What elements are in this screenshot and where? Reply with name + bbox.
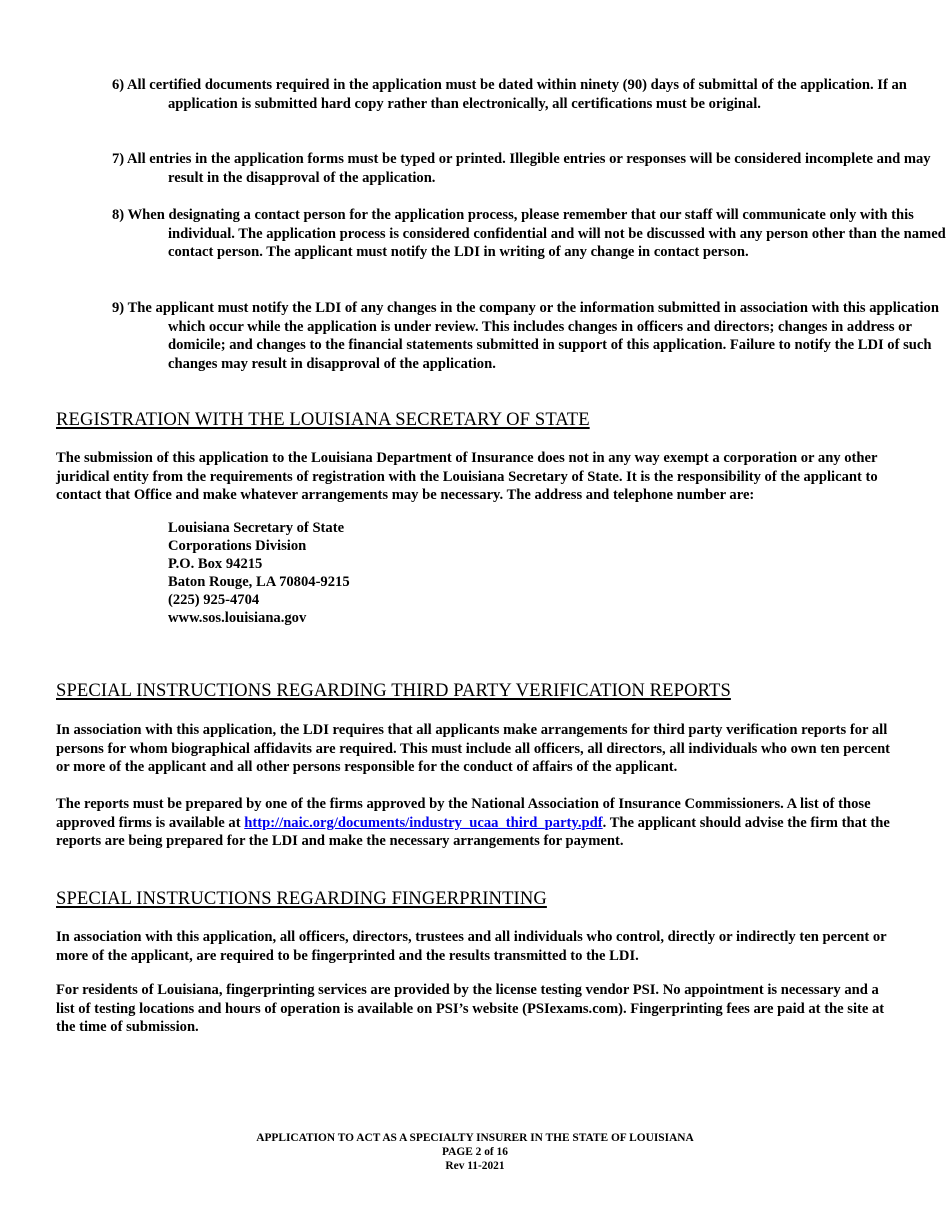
third-party-paragraph-1: In association with this application, the LDI requires that all applicants make arrangements for third party verification reports for all persons for whom biographical affidavits are required. This must include all officers, all directors, all individuals who own ten percent or more of the applicant and all other persons responsible for the conduct of affairs of the applicant. xyxy=(56,722,891,776)
registration-heading: REGISTRATION WITH THE LOUISIANA SECRETARY OF STATE xyxy=(56,409,590,430)
address-phone: (225) 925-4704 xyxy=(168,592,260,608)
footer-revision: Rev 11-2021 xyxy=(445,1160,505,1173)
fingerprinting-paragraph-1: In association with this application, all officers, directors, trustees and all individuals who control, directly or indirectly ten percent or more of the applicant, are required to be fingerprinted and the results transmitted to the LDI. xyxy=(56,929,887,964)
fingerprinting-heading: SPECIAL INSTRUCTIONS REGARDING FINGERPRINTING xyxy=(56,888,547,909)
item-text: All entries in the application forms must be typed or printed. Illegible entries or responses will be considered incomplete and may result in the disapproval of the application. xyxy=(127,151,931,186)
item-number: 7) xyxy=(112,151,125,167)
list-item-8 xyxy=(112,206,950,262)
address-website: www.sos.louisiana.gov xyxy=(168,610,307,626)
fingerprinting-paragraph-2: For residents of Louisiana, fingerprinting services are provided by the license testing vendor PSI. No appointment is necessary and a list of testing locations and hours of operation is available on PSI’s website (PSIexams.com). Fingerprinting fees are paid at the site at the time of submission. xyxy=(56,982,885,1036)
paragraph-text-after-link: . The applicant should advise the firm that the reports are being prepared for the LDI and make the necessary arrangements for payment. xyxy=(56,814,890,850)
list-item-7 xyxy=(112,150,950,187)
secretary-of-state-address xyxy=(168,519,350,627)
item-number: 9) xyxy=(112,300,125,316)
item-number: 8) xyxy=(112,207,125,223)
footer-page-number: PAGE 2 of 16 xyxy=(442,1146,508,1159)
address-city: Baton Rouge, LA 70804-9215 xyxy=(168,574,350,590)
item-number: 6) xyxy=(112,77,125,93)
third-party-paragraph-2 xyxy=(56,795,898,851)
address-name: Louisiana Secretary of State xyxy=(168,520,345,536)
registration-paragraph: The submission of this application to the Louisiana Department of Insurance does not in any way exempt a corporation or any other juridical entity from the requirements of registration with the Louisiana Secretary of State. It is the responsibility of the applicant to contact that Office and make whatever arrangements may be necessary. The address and telephone number are: xyxy=(56,450,878,504)
paragraph-text-before-link: The reports must be prepared by one of the firms approved by the National Association of Insurance Commissioners. A list of those approved firms is available at xyxy=(56,796,871,831)
naic-approved-firms-link[interactable]: http://naic.org/documents/industry_ucaa_third_party.pdf xyxy=(244,814,603,831)
page-footer xyxy=(0,1131,950,1174)
list-item-6 xyxy=(112,76,950,113)
item-text: All certified documents required in the application must be dated within ninety (90) days of submittal of the application. If an application is submitted hard copy rather than electronically, all certifications must be original. xyxy=(127,77,907,112)
third-party-heading: SPECIAL INSTRUCTIONS REGARDING THIRD PARTY VERIFICATION REPORTS xyxy=(56,680,731,701)
address-po-box: P.O. Box 94215 xyxy=(168,556,263,572)
address-division: Corporations Division xyxy=(168,538,307,554)
item-text: The applicant must notify the LDI of any changes in the company or the information submitted in association with this application which occur while the application is under review. This includes changes in officers and directors; changes in address or domicile; and changes to the financial statements submitted in support of this application. Failure to notify the LDI of such changes may result in disapproval of the application. xyxy=(127,300,939,372)
list-item-9 xyxy=(112,299,950,373)
item-text: When designating a contact person for the application process, please remember that our staff will communicate only with this individual. The application process is considered confidential and will not be discussed with any person other than the named contact person. The applicant must notify the LDI in writing of any change in contact person. xyxy=(127,207,946,261)
footer-title: APPLICATION TO ACT AS A SPECIALTY INSURER IN THE STATE OF LOUISIANA xyxy=(256,1132,694,1144)
